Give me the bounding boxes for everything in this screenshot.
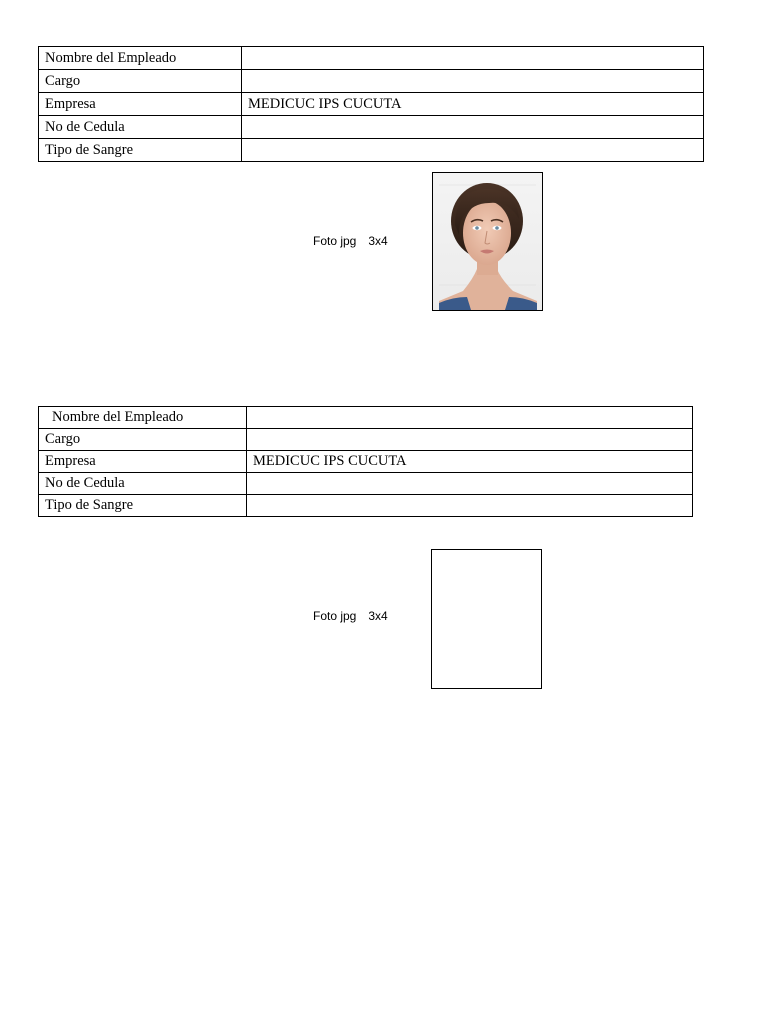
- field-no-cedula[interactable]: [247, 473, 693, 495]
- photo-caption-size: 3x4: [368, 234, 388, 248]
- empty-photo-placeholder[interactable]: [431, 549, 542, 689]
- employee-form-2: [38, 406, 693, 517]
- row-label-nombre: Nombre del Empleado: [39, 407, 247, 429]
- table-row: [39, 473, 693, 495]
- field-tipo-sangre[interactable]: [247, 495, 693, 517]
- table-row: [39, 407, 693, 429]
- field-nombre-empleado[interactable]: [242, 47, 704, 70]
- row-label-sangre: Tipo de Sangre: [39, 139, 242, 162]
- row-label-cedula: No de Cedula: [39, 473, 247, 495]
- field-empresa[interactable]: MEDICUC IPS CUCUTA: [242, 93, 704, 116]
- photo-caption-text: Foto jpg: [313, 609, 357, 623]
- table-row: [39, 116, 704, 139]
- photo-caption: [313, 609, 388, 623]
- photo-caption-text: Foto jpg: [313, 234, 357, 248]
- photo-caption: [313, 234, 388, 248]
- portrait-photo[interactable]: [432, 172, 543, 311]
- field-tipo-sangre[interactable]: [242, 139, 704, 162]
- table-row: [39, 47, 704, 70]
- photo-caption-size: 3x4: [368, 609, 388, 623]
- portrait-photo-image: [433, 173, 542, 310]
- table-row: [39, 495, 693, 517]
- field-nombre-empleado[interactable]: [247, 407, 693, 429]
- table-row: [39, 429, 693, 451]
- row-label-cedula: No de Cedula: [39, 116, 242, 139]
- row-label-cargo: Cargo: [39, 70, 242, 93]
- table-row: [39, 139, 704, 162]
- field-empresa[interactable]: MEDICUC IPS CUCUTA: [247, 451, 693, 473]
- row-label-empresa: Empresa: [39, 451, 247, 473]
- employee-form-1: [38, 46, 704, 162]
- employee-info-table: [38, 406, 693, 517]
- row-label-cargo: Cargo: [39, 429, 247, 451]
- field-no-cedula[interactable]: [242, 116, 704, 139]
- employee-info-table: [38, 46, 704, 162]
- row-label-sangre: Tipo de Sangre: [39, 495, 247, 517]
- row-label-nombre: Nombre del Empleado: [39, 47, 242, 70]
- table-row: [39, 70, 704, 93]
- field-cargo[interactable]: [247, 429, 693, 451]
- field-cargo[interactable]: [242, 70, 704, 93]
- table-row: [39, 451, 693, 473]
- table-row: [39, 93, 704, 116]
- row-label-empresa: Empresa: [39, 93, 242, 116]
